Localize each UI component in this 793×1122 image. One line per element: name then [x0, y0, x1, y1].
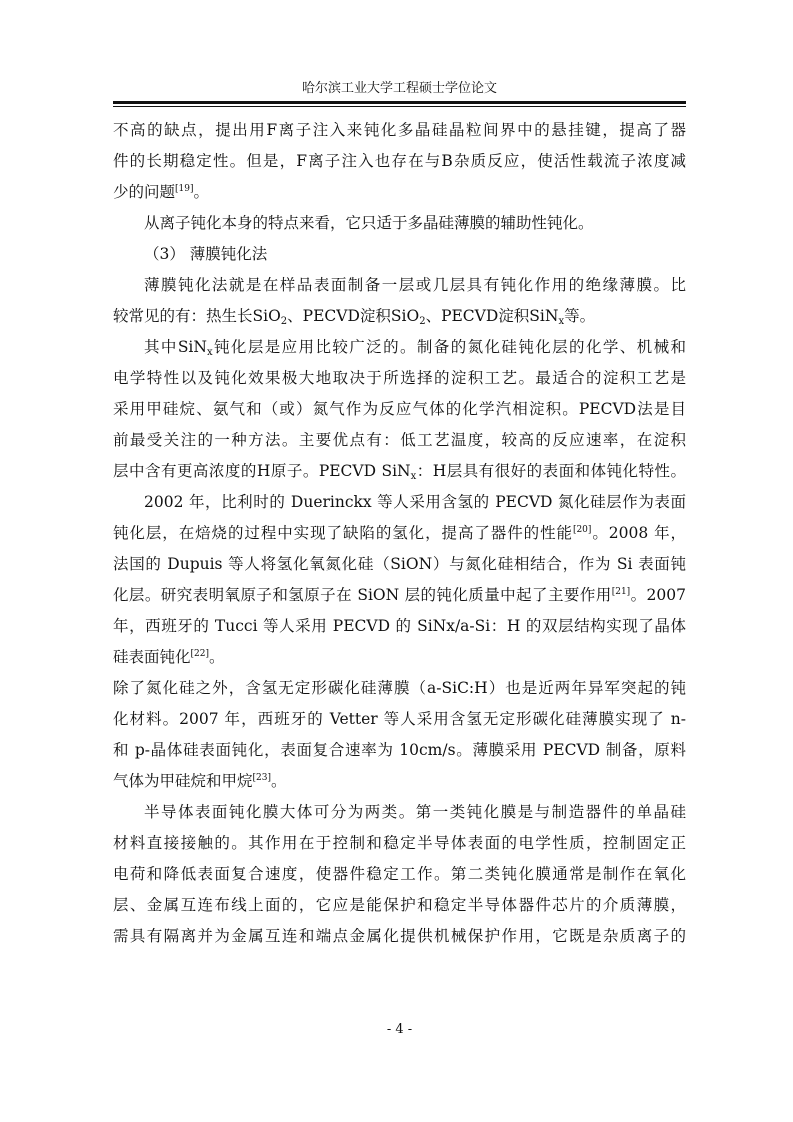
- header-rule-thin: [113, 106, 686, 107]
- text-line: 不高的缺点，提出用F离子注入来钝化多晶硅晶粒间界中的悬挂键，提高了器: [113, 121, 686, 139]
- text-line: 2002 年，比利时的 Duerinckx 等人采用含氢的 PECVD 氮化硅层作为表面: [144, 493, 686, 511]
- text-line: 电学特性以及钝化效果极大地取决于所选择的淀积工艺。最适合的淀积工艺是: [113, 369, 686, 387]
- text-span: 层中含有更高浓度的H原子。PECVD SiN: [113, 462, 411, 480]
- text-span: 。2007: [630, 586, 687, 604]
- text-line: 年，西班牙的 Tucci 等人采用 PECVD 的 SiNx/a-Si：H 的双层结构实现了晶体: [113, 617, 686, 635]
- text-span: 、PECVD淀积SiN: [425, 307, 559, 325]
- text-line: 层、金属互连布线上面的，它应是能保护和稳定半导体器件芯片的介质薄膜，: [113, 896, 686, 914]
- citation: [22]: [190, 649, 209, 659]
- text-line: [113, 766, 686, 797]
- text-line: 前最受关注的一种方法。主要优点有：低工艺温度，较高的反应速率，在淀积: [113, 431, 686, 449]
- citation: [19]: [175, 184, 194, 194]
- text-line: 法国的 Dupuis 等人将氢化氧氮化硅（SiON）与氮化硅相结合，作为 Si 表面钝: [113, 555, 686, 573]
- text-line: 采用甲硅烷、氨气和（或）氮气作为反应气体的化学汽相淀积。PECVD法是目: [113, 400, 686, 418]
- text-span: 钝化层是应用比较广泛的。制备的氮化硅钝化层的化学、机械和: [212, 338, 686, 356]
- text-span: 化层。研究表明氧原子和氢原子在 SiON 层的钝化质量中起了主要作用: [113, 586, 612, 604]
- text-span: 、PECVD淀积SiO: [287, 307, 420, 325]
- citation: [21]: [611, 587, 631, 597]
- text-line: [113, 332, 686, 363]
- header-rule-thick: [113, 101, 686, 104]
- subscript: x: [558, 316, 565, 327]
- text-line: 半导体表面钝化膜大体可分为两类。第一类钝化膜是与制造器件的单晶硅: [144, 803, 686, 821]
- text-line: 件的长期稳定性。但是，F离子注入也存在与B杂质反应，使活性载流子浓度减: [113, 152, 686, 170]
- subscript: 2: [419, 316, 426, 327]
- text-line: 化材料。2007 年，西班牙的 Vetter 等人采用含氢无定形碳化硅薄膜实现了 n-: [113, 710, 686, 728]
- citation: [20]: [572, 525, 592, 535]
- citation: [23]: [252, 773, 271, 783]
- text-line: 和 p-晶体硅表面钝化，表面复合速率为 10cm/s。薄膜采用 PECVD 制备，原料: [113, 741, 686, 759]
- text-span: 气体为甲硅烷和甲烷: [113, 772, 253, 790]
- text-line: [113, 301, 686, 332]
- text-span: 等。: [564, 307, 596, 325]
- subscript: 2: [280, 316, 288, 327]
- page-body: [113, 115, 686, 952]
- text-line: [113, 580, 686, 611]
- text-line: [113, 456, 686, 487]
- text-span: 较常见的有：热生长SiO: [113, 307, 281, 325]
- text-line: [113, 518, 686, 549]
- text-line: 除了氮化硅之外，含氢无定形碳化硅薄膜（a-SiC:H）也是近两年异军突起的钝: [113, 679, 686, 697]
- text-line: [113, 177, 686, 208]
- text-span: 。: [193, 183, 210, 201]
- text-span: ：H层具有很好的表面和体钝化特性。: [416, 462, 686, 480]
- text-span: 硅表面钝化: [113, 648, 191, 666]
- text-line: [113, 642, 686, 673]
- section-heading: （3） 薄膜钝化法: [144, 245, 268, 263]
- text-span: 。2008 年，: [591, 524, 686, 542]
- subscript: x: [206, 347, 213, 358]
- page-number: - 4 -: [386, 1022, 413, 1037]
- text-span: 少的问题: [113, 183, 176, 201]
- text-span: 其中SiN: [144, 338, 207, 356]
- text-span: 。: [271, 772, 287, 790]
- subscript: x: [410, 471, 417, 482]
- text-span: 钝化层，在焙烧的过程中实现了缺陷的氢化，提高了器件的性能: [113, 524, 573, 542]
- text-line: 从离子钝化本身的特点来看，它只适于多晶硅薄膜的辅助性钝化。: [144, 214, 594, 232]
- running-header: 哈尔滨工业大学工程硕士学位论文: [301, 81, 497, 96]
- text-span: 。: [209, 648, 225, 666]
- text-line: 电荷和降低表面复合速度，使器件稳定工作。第二类钝化膜通常是制作在氧化: [113, 865, 686, 883]
- text-line: 材料直接接触的。其作用在于控制和稳定半导体表面的电学性质，控制固定正: [113, 834, 686, 852]
- text-line: 薄膜钝化法就是在样品表面制备一层或几层具有钝化作用的绝缘薄膜。比: [144, 276, 686, 294]
- text-line: 需具有隔离并为金属互连和端点金属化提供机械保护作用，它既是杂质离子的: [113, 927, 686, 945]
